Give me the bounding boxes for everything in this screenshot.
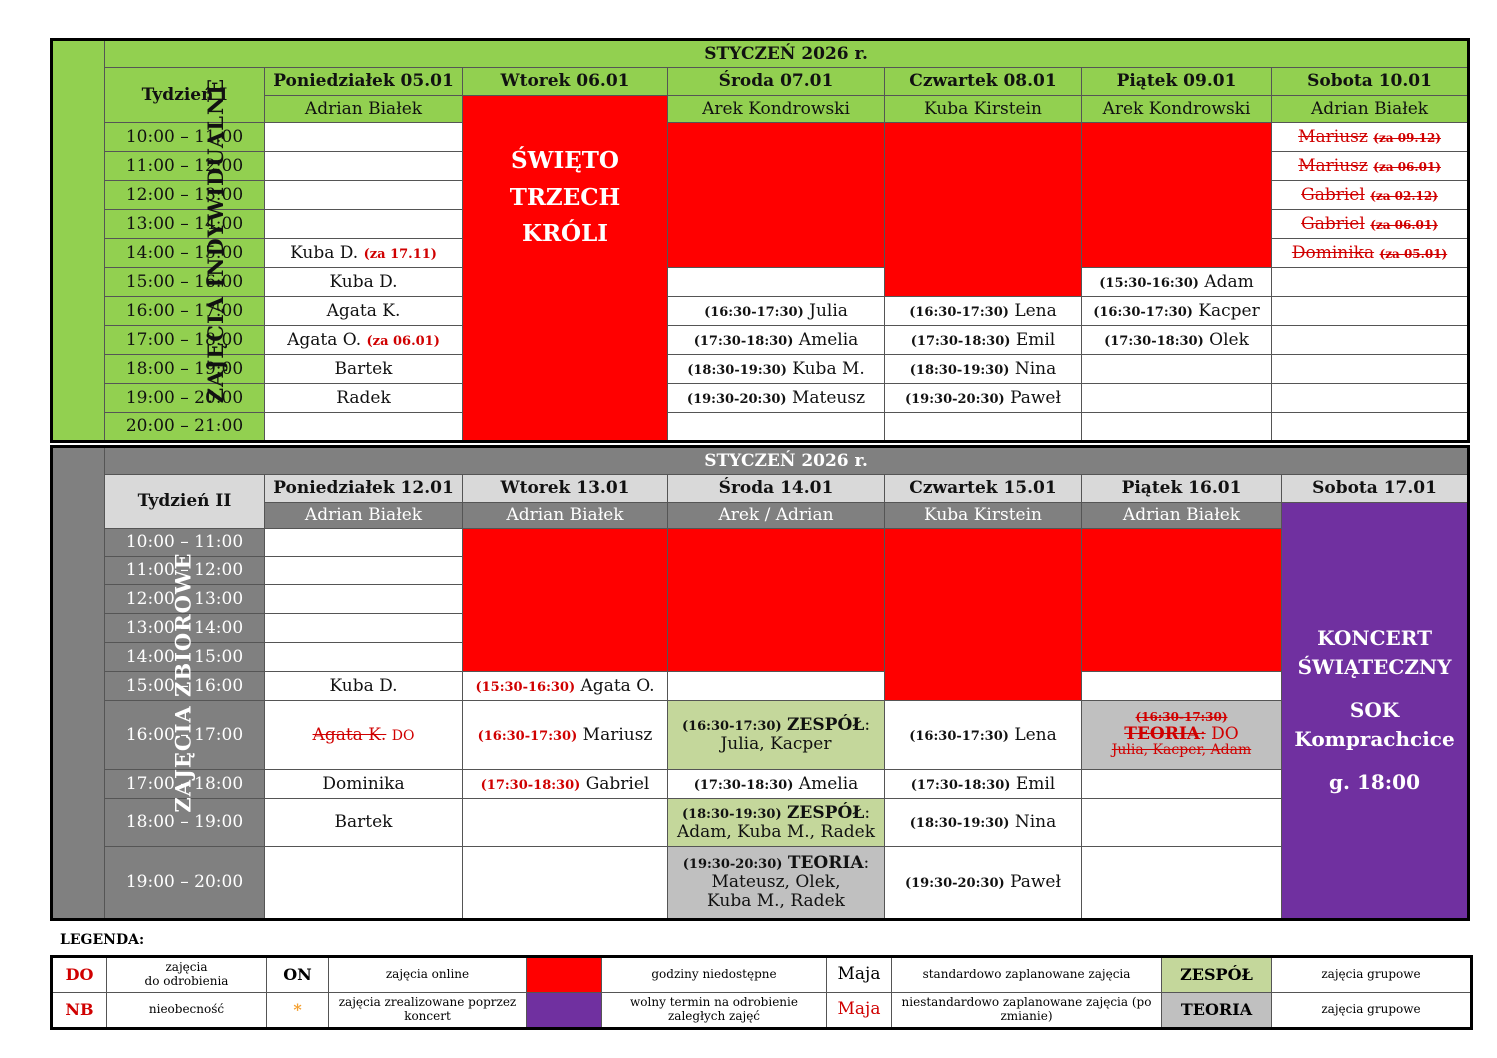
hour-label: 13:00 – 14:00: [105, 210, 265, 239]
slot: Gabriel (za 02.12): [1272, 181, 1469, 210]
hour-label: 11:00 – 12:00: [105, 557, 265, 585]
unavailable-block: [463, 529, 668, 672]
teacher-name: Arek Kondrowski: [668, 96, 885, 123]
legend-desc: wolny termin na odrobienie zaległych zajęć: [602, 993, 827, 1029]
slot: [668, 672, 885, 701]
unavailable-block: [1082, 123, 1272, 268]
slot: [1082, 672, 1282, 701]
slot: Agata O. (za 06.01): [265, 326, 463, 355]
unavailable-block: [885, 123, 1082, 297]
legend-desc: zajęcia grupowe: [1272, 993, 1472, 1029]
slot: [1272, 326, 1469, 355]
legend-desc: zajęcia online: [329, 957, 527, 993]
day-header: Środa 14.01: [668, 475, 885, 503]
section-label-individual: ZAJĘCIA INDYWIDUALNE: [52, 40, 105, 442]
slot: [265, 529, 463, 557]
slot: [668, 268, 885, 297]
concert-block: KONCERT ŚWIĄTECZNY SOK Komprachcice g. 18:00: [1282, 503, 1469, 920]
slot: (19:30-20:30) Paweł: [885, 384, 1082, 413]
hour-label: 13:00 – 14:00: [105, 614, 265, 643]
slot: Bartek: [265, 355, 463, 384]
teacher-name: Adrian Białek: [265, 96, 463, 123]
hour-label: 14:00 – 15:00: [105, 239, 265, 268]
legend-star: *: [267, 993, 329, 1029]
slot: [265, 643, 463, 672]
slot: (15:30-16:30) Agata O.: [463, 672, 668, 701]
slot: [265, 413, 463, 442]
slot: [463, 847, 668, 920]
slot: [265, 210, 463, 239]
unavailable-block: [668, 529, 885, 672]
slot: [463, 799, 668, 847]
hour-label: 20:00 – 21:00: [105, 413, 265, 442]
group-slot: (16:30-17:30) TEORIA: DO Julia, Kacper, Adam: [1082, 701, 1282, 770]
legend-swatch-purple: [527, 993, 602, 1029]
hour-label: 15:00 – 16:00: [105, 268, 265, 297]
legend-maja: Maja: [827, 957, 892, 993]
day-header: Czwartek 08.01: [885, 68, 1082, 96]
hour-label: 14:00 – 15:00: [105, 643, 265, 672]
slot: [265, 847, 463, 920]
legend: [50, 955, 1473, 1030]
holiday-block: ŚWIĘTO TRZECH KRÓLI: [463, 96, 668, 442]
slot: (18:30-19:30) Kuba M.: [668, 355, 885, 384]
day-header: Sobota 17.01: [1282, 475, 1469, 503]
slot: [1272, 268, 1469, 297]
slot: [265, 614, 463, 643]
slot: (16:30-17:30) Lena: [885, 297, 1082, 326]
unavailable-block: [1082, 529, 1282, 672]
hour-label: 18:00 – 19:00: [105, 355, 265, 384]
teacher-name: Arek Kondrowski: [1082, 96, 1272, 123]
day-header: Wtorek 06.01: [463, 68, 668, 96]
hour-label: 10:00 – 11:00: [105, 529, 265, 557]
group-slot: (16:30-17:30) ZESPÓŁ: Julia, Kacper: [668, 701, 885, 770]
teacher-name: Adrian Białek: [1082, 503, 1282, 529]
unavailable-block: [885, 529, 1082, 701]
hour-label: 15:00 – 16:00: [105, 672, 265, 701]
legend-zespol: ZESPÓŁ: [1162, 957, 1272, 993]
legend-code-nb: NB: [52, 993, 107, 1029]
legend-maja-red: Maja: [827, 993, 892, 1029]
slot: [1082, 355, 1272, 384]
slot: (17:30-18:30) Emil: [885, 770, 1082, 799]
day-header: Piątek 16.01: [1082, 475, 1282, 503]
day-header: Środa 07.01: [668, 68, 885, 96]
slot: (17:30-18:30) Amelia: [668, 326, 885, 355]
slot: Dominika: [265, 770, 463, 799]
slot: [1082, 413, 1272, 442]
slot: (15:30-16:30) Adam: [1082, 268, 1272, 297]
hour-label: 12:00 – 13:00: [105, 585, 265, 614]
slot: [1082, 384, 1272, 413]
group-slot: (18:30-19:30) ZESPÓŁ: Adam, Kuba M., Radek: [668, 799, 885, 847]
hour-label: 18:00 – 19:00: [105, 799, 265, 847]
slot: (19:30-20:30) Paweł: [885, 847, 1082, 920]
slot: (17:30-18:30) Gabriel: [463, 770, 668, 799]
teacher-name: Adrian Białek: [1272, 96, 1469, 123]
day-header: Czwartek 15.01: [885, 475, 1082, 503]
hour-label: 11:00 – 12:00: [105, 152, 265, 181]
legend-desc: niestandardowo zaplanowane zajęcia (po zmianie): [892, 993, 1162, 1029]
day-header: Wtorek 13.01: [463, 475, 668, 503]
legend-desc: standardowo zaplanowane zajęcia: [892, 957, 1162, 993]
slot: [885, 413, 1082, 442]
week-label: Tydzień II: [105, 475, 265, 529]
legend-desc: zajęcia zrealizowane poprzez koncert: [329, 993, 527, 1029]
slot: (16:30-17:30) Mariusz: [463, 701, 668, 770]
slot: Agata K.: [265, 297, 463, 326]
slot: [265, 152, 463, 181]
legend-desc: zajęcia grupowe: [1272, 957, 1472, 993]
teacher-name: Arek / Adrian: [668, 503, 885, 529]
slot: [1272, 355, 1469, 384]
slot: (17:30-18:30) Amelia: [668, 770, 885, 799]
slot: Bartek: [265, 799, 463, 847]
hour-label: 19:00 – 20:00: [105, 847, 265, 920]
slot: (16:30-17:30) Kacper: [1082, 297, 1272, 326]
week-label: Tydzień I: [105, 68, 265, 123]
slot: (18:30-19:30) Nina: [885, 355, 1082, 384]
slot: (16:30-17:30) Lena: [885, 701, 1082, 770]
slot: (17:30-18:30) Olek: [1082, 326, 1272, 355]
slot: [265, 585, 463, 614]
day-header: Sobota 10.01: [1272, 68, 1469, 96]
month-header: STYCZEŃ 2026 r.: [105, 40, 1469, 68]
legend-code-on: ON: [267, 957, 329, 993]
day-header: Piątek 09.01: [1082, 68, 1272, 96]
hour-label: 10:00 – 11:00: [105, 123, 265, 152]
day-header: Poniedziałek 05.01: [265, 68, 463, 96]
teacher-name: Kuba Kirstein: [885, 96, 1082, 123]
slot: [668, 413, 885, 442]
legend-desc: nieobecność: [107, 993, 267, 1029]
slot: Kuba D.: [265, 268, 463, 297]
slot: (17:30-18:30) Emil: [885, 326, 1082, 355]
slot: [1272, 413, 1469, 442]
slot: Gabriel (za 06.01): [1272, 210, 1469, 239]
slot: (19:30-20:30) Mateusz: [668, 384, 885, 413]
slot: (18:30-19:30) Nina: [885, 799, 1082, 847]
slot: Dominika (za 05.01): [1272, 239, 1469, 268]
slot: Radek: [265, 384, 463, 413]
slot: [265, 181, 463, 210]
legend-swatch-red: [527, 957, 602, 993]
slot: [1272, 297, 1469, 326]
slot: [1272, 384, 1469, 413]
slot: [265, 557, 463, 585]
section-label-group: ZAJĘCIA ZBIOROWE: [52, 447, 105, 920]
hour-label: 12:00 – 13:00: [105, 181, 265, 210]
teacher-name: Kuba Kirstein: [885, 503, 1082, 529]
slot: [1082, 847, 1282, 920]
slot: Agata K. DO: [265, 701, 463, 770]
unavailable-block: [668, 123, 885, 268]
legend-teoria: TEORIA: [1162, 993, 1272, 1029]
slot: [1082, 799, 1282, 847]
teacher-name: Adrian Białek: [265, 503, 463, 529]
hour-label: 17:00 – 18:00: [105, 770, 265, 799]
hour-label: 19:00 – 20:00: [105, 384, 265, 413]
legend-desc: zajęcia do odrobienia: [107, 957, 267, 993]
slot: Mariusz (za 06.01): [1272, 152, 1469, 181]
slot: Mariusz (za 09.12): [1272, 123, 1469, 152]
legend-title: LEGENDA:: [60, 932, 145, 948]
slot: [1082, 770, 1282, 799]
teacher-name: Adrian Białek: [463, 503, 668, 529]
legend-code-do: DO: [52, 957, 107, 993]
hour-label: 16:00 – 17:00: [105, 297, 265, 326]
group-slot: (19:30-20:30) TEORIA: Mateusz, Olek, Kuba M., Radek: [668, 847, 885, 920]
month-header: STYCZEŃ 2026 r.: [105, 447, 1469, 475]
week2-schedule: [50, 445, 1470, 921]
day-header: Poniedziałek 12.01: [265, 475, 463, 503]
slot: (16:30-17:30) Julia: [668, 297, 885, 326]
week1-schedule: [50, 38, 1470, 443]
hour-label: 16:00 – 17:00: [105, 701, 265, 770]
hour-label: 17:00 – 18:00: [105, 326, 265, 355]
legend-desc: godziny niedostępne: [602, 957, 827, 993]
slot: Kuba D.: [265, 672, 463, 701]
slot: Kuba D. (za 17.11): [265, 239, 463, 268]
slot: [265, 123, 463, 152]
